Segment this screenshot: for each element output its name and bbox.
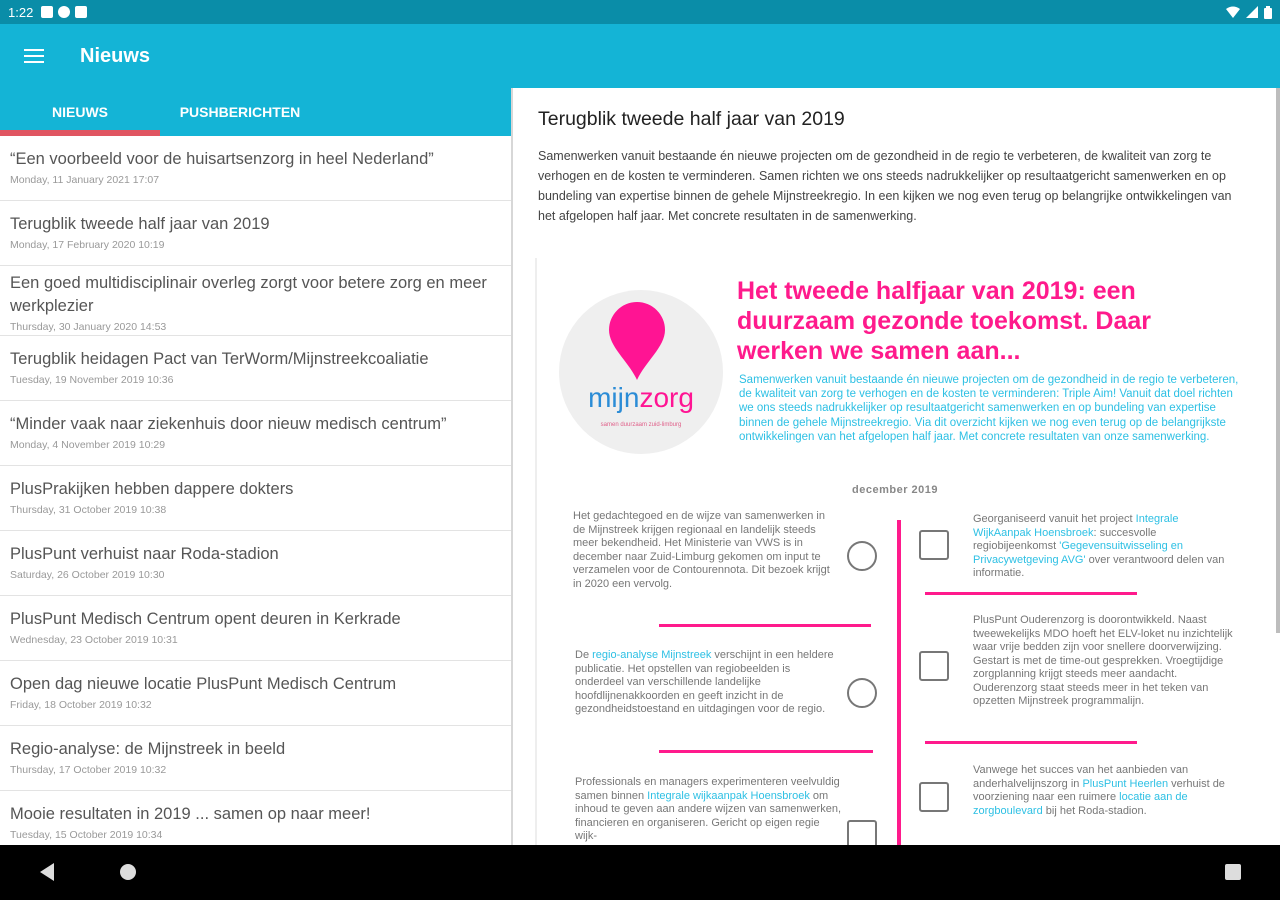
notification-icon bbox=[75, 6, 87, 18]
location-pin-icon bbox=[607, 302, 667, 382]
home-icon[interactable] bbox=[120, 864, 136, 880]
infographic-block: Het gedachtegoed en de wijze van samenwerken in de Mijnstreek krijgen regionaal en landelijk steeds meer bekendheid. Het Ministerie van VWS is in december naar Zuid-Limburg gekomen om input te verzamelen voor de Contourennota. Dit bezoek krijgt in 2020 een vervolg. bbox=[573, 510, 830, 590]
news-item-title: PlusPunt verhuist naar Roda-stadion bbox=[10, 545, 279, 563]
news-list-item[interactable] bbox=[0, 466, 511, 531]
news-item-date: Tuesday, 19 November 2019 10:36 bbox=[10, 374, 174, 386]
news-item-date: Thursday, 31 October 2019 10:38 bbox=[10, 504, 167, 516]
people-icon bbox=[919, 651, 949, 681]
infographic-block: De regio-analyse Mijnstreek verschijnt in een heldere publicatie. Het opstellen van regiobeelden is onderdeel van verschillende landelijke hoofdlijnenakkoorden en geeft inzicht in de gezondheidstoestand en uitdagingen voor de regio. bbox=[575, 649, 834, 715]
news-list-item[interactable] bbox=[0, 791, 511, 845]
news-item-title: “Een voorbeeld voor de huisartsenzorg in heel Nederland” bbox=[10, 150, 434, 168]
news-item-date: Monday, 11 January 2021 17:07 bbox=[10, 174, 160, 186]
timeline-divider bbox=[659, 624, 871, 627]
article-intro: Samenwerken vanuit bestaande én nieuwe projecten om de gezondheid in de regio te verbeteren, de kwaliteit van zorg te verhogen en de kosten te verminderen. Samen richten we ons steeds nadrukkelijker op resultaatgericht samenwerken en op bundeling van expertise binnen de gehele Mijnstreekregio. In een kijken we nog even terug op belangrijke ontwikkelingen van het afgelopen half jaar. Met concrete resultaten in de samenwerking. bbox=[538, 149, 1232, 223]
news-list-item[interactable] bbox=[0, 726, 511, 791]
timeline-line bbox=[897, 520, 901, 845]
tab-nieuws[interactable]: NIEUWS bbox=[0, 88, 160, 136]
infographic-block: PlusPunt Ouderenzorg is doorontwikkeld. Naast tweewekelijks MDO hoeft het ELV-loket nu inzichtelijk waar vrije bedden zijn voor snellere doorverwijzing. Gestart is met de time-out gesprekken. Vroegtijdige zorgplanning krijgt steeds meer aandacht. Ouderenzorg staat steeds meer in het teken van opzetten Mijnstreek programmalijn. bbox=[973, 614, 1233, 707]
people-network-icon bbox=[919, 530, 949, 560]
timeline-divider bbox=[925, 741, 1137, 744]
news-item-date: Wednesday, 23 October 2019 10:31 bbox=[10, 634, 178, 646]
navigation-bar bbox=[0, 845, 1280, 900]
article-title: Terugblik tweede half jaar van 2019 bbox=[538, 108, 845, 130]
tab-bar bbox=[0, 88, 512, 136]
infographic-block: Georganiseerd vanuit het project Integrale WijkAanpak Hoensbroek: succesvolle regiobijeenkomst 'Gegevensuitwisseling en Privacywetgeving AVG' over verantwoord delen van informatie. bbox=[973, 513, 1225, 579]
globe-icon bbox=[847, 541, 877, 571]
news-item-title: Terugblik heidagen Pact van TerWorm/Mijnstreekcoaliatie bbox=[10, 350, 429, 368]
news-item-title: Mooie resultaten in 2019 ... samen op naar meer! bbox=[10, 805, 371, 823]
infographic-block: Vanwege het succes van het aanbieden van anderhalvelijnszorg in PlusPunt Heerlen verhuist de voorziening naar een ruimere locatie aan de zorgboulevard bij het Roda-stadion. bbox=[973, 764, 1225, 817]
news-item-date: Tuesday, 15 October 2019 10:34 bbox=[10, 829, 163, 841]
news-item-date: Saturday, 26 October 2019 10:30 bbox=[10, 569, 165, 581]
news-list-item[interactable] bbox=[0, 201, 511, 266]
infographic-block: Professionals en managers experimenteren veelvuldig samen binnen Integrale wijkaanpak Hoensbroek om inhoud te geven aan andere wijzen van samenwerken, financieren en organiseren. Gericht op eigen regie wijk- bbox=[575, 776, 842, 842]
timeline-divider bbox=[925, 592, 1137, 595]
news-item-date: Monday, 4 November 2019 10:29 bbox=[10, 439, 166, 451]
status-right-icons bbox=[1226, 6, 1272, 19]
wifi-icon bbox=[1226, 6, 1240, 18]
status-bar bbox=[0, 0, 1280, 24]
news-item-title: Terugblik tweede half jaar van 2019 bbox=[10, 215, 270, 233]
notification-icon bbox=[41, 6, 53, 18]
mijnzorg-logo bbox=[559, 290, 723, 454]
tab-pushberichten[interactable]: PUSHBERICHTEN bbox=[179, 104, 301, 120]
signal-icon bbox=[1246, 6, 1258, 18]
app-title: Nieuws bbox=[80, 44, 151, 67]
news-item-date: Monday, 17 February 2020 10:19 bbox=[10, 239, 165, 251]
hospital-icon bbox=[919, 782, 949, 812]
article-detail-pane[interactable] bbox=[513, 88, 1280, 845]
news-list-item[interactable] bbox=[0, 531, 511, 596]
recents-icon[interactable] bbox=[1225, 864, 1241, 880]
news-list-item[interactable] bbox=[0, 336, 511, 401]
news-list-item[interactable] bbox=[0, 661, 511, 726]
news-list-item[interactable] bbox=[0, 596, 511, 661]
app-bar bbox=[0, 24, 1280, 88]
news-item-title: Een goed multidisciplinair overleg zorgt voor betere zorg en meer werkplezier bbox=[10, 274, 487, 315]
battery-icon bbox=[1264, 6, 1272, 19]
logo-wordmark: mijnzorg bbox=[588, 382, 694, 413]
news-item-title: Regio-analyse: de Mijnstreek in beeld bbox=[10, 740, 286, 758]
news-item-title: PlusPrakijken hebben dappere dokters bbox=[10, 480, 294, 498]
news-list-item[interactable] bbox=[0, 136, 511, 201]
news-item-title: “Minder vaak naar ziekenhuis door nieuw medisch centrum” bbox=[10, 415, 447, 433]
hamburger-menu-icon[interactable] bbox=[24, 44, 48, 68]
chart-icon bbox=[847, 678, 877, 708]
infographic-headline: Het tweede halfjaar van 2019: een duurzaam gezonde toekomst. Daar werken we samen aan... bbox=[737, 277, 1151, 365]
news-item-title: PlusPunt Medisch Centrum opent deuren in Kerkrade bbox=[10, 610, 401, 628]
news-list[interactable] bbox=[0, 136, 512, 845]
news-item-date: Thursday, 30 January 2020 14:53 bbox=[10, 321, 167, 333]
logo-subtitle: samen duurzaam zuid-limburg bbox=[600, 422, 682, 428]
infographic-image bbox=[535, 258, 1251, 845]
back-icon[interactable] bbox=[40, 863, 54, 881]
news-list-item[interactable] bbox=[0, 401, 511, 466]
infographic-date: december 2019 bbox=[852, 484, 938, 496]
news-item-date: Friday, 18 October 2019 10:32 bbox=[10, 699, 152, 711]
news-list-item[interactable] bbox=[0, 266, 511, 336]
infographic-intro: Samenwerken vanuit bestaande én nieuwe projecten om de gezondheid in de regio te verbeteren, de kwaliteit van zorg te verhogen en de kosten te verminderen: Triple Aim! Vanuit dat doel richten we ons steeds nadrukkelijker op resultaatgericht samenwerken en op bundeling van expertise binnen de gehele Mijnstreekregio. Via dit overzicht kijken we nog even terug op de belangrijkste ontwikkelingen van het afgelopen half jaar. Met concrete resultaten van onze samenwerking. bbox=[739, 374, 1239, 443]
news-item-title: Open dag nieuwe locatie PlusPunt Medisch Centrum bbox=[10, 675, 397, 693]
scrollbar[interactable] bbox=[1276, 88, 1280, 633]
building-icon bbox=[847, 820, 877, 845]
notification-icon bbox=[58, 6, 70, 18]
timeline-divider bbox=[659, 750, 873, 753]
news-item-date: Thursday, 17 October 2019 10:32 bbox=[10, 764, 167, 776]
status-time: 1:22 bbox=[8, 4, 34, 20]
